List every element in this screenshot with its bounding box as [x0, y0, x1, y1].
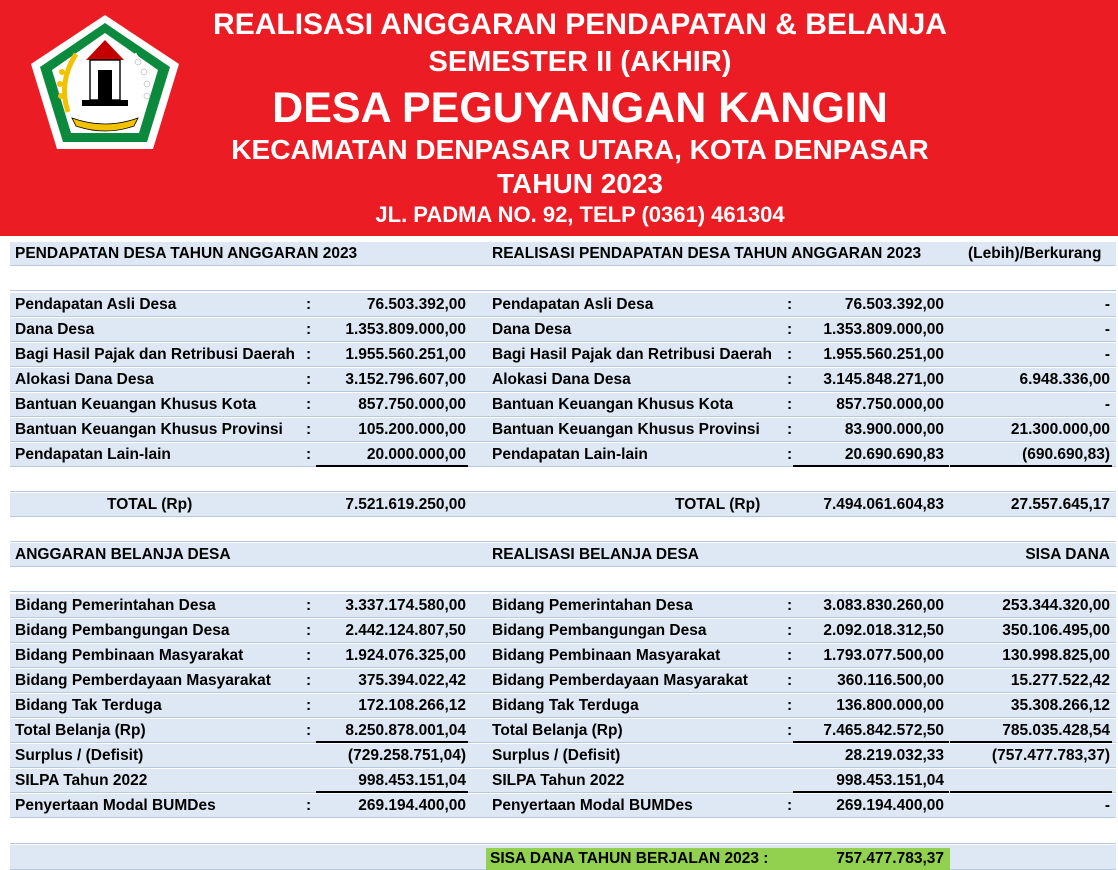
row-label-right: Bidang Pembangungan Desa [492, 622, 707, 639]
spacer-row [10, 518, 1116, 542]
underline-diff [950, 741, 1112, 743]
row-colon: : [306, 371, 312, 388]
row-colon-right: : [787, 421, 793, 438]
row-difference: 35.308.266,12 [1010, 697, 1110, 714]
row-anggaran: (729.258.751,04) [347, 747, 466, 764]
row-label: Bagi Hasil Pajak dan Retribusi Daerah [15, 346, 295, 363]
row-difference: - [1104, 396, 1110, 413]
row-colon: : [306, 321, 312, 338]
row-label: Bantuan Keuangan Khusus Kota [15, 396, 257, 413]
table-row [10, 769, 1116, 793]
row-label: Bidang Pemerintahan Desa [15, 597, 216, 614]
row-colon: : [306, 647, 312, 664]
row-anggaran: 857.750.000,00 [358, 396, 466, 413]
row-realisasi: 83.900.000,00 [844, 421, 944, 438]
row-label: Pendapatan Lain-lain [15, 446, 171, 463]
row-label: SILPA Tahun 2022 [15, 772, 148, 789]
underline-anggaran [316, 791, 468, 793]
total-diff: 27.557.645,17 [1010, 496, 1110, 513]
table-row [10, 343, 1116, 367]
row-realisasi: 76.503.392,00 [844, 296, 944, 313]
row-colon: : [306, 697, 312, 714]
row-anggaran: 3.152.796.607,00 [345, 371, 466, 388]
row-label-right: Bidang Pembinaan Masyarakat [492, 647, 721, 664]
row-realisasi: 269.194.400,00 [836, 797, 944, 814]
table-row [10, 594, 1116, 618]
report-period: SEMESTER II (AKHIR) [428, 46, 732, 78]
row-difference: (690.690,83) [1022, 446, 1110, 463]
village-name: DESA PEGUYANGAN KANGIN [272, 84, 888, 132]
underline-diff [950, 791, 1112, 793]
row-colon-right: : [787, 622, 793, 639]
row-colon-right: : [787, 597, 793, 614]
row-realisasi: 1.353.809.000,00 [823, 321, 944, 338]
row-label-right: Total Belanja (Rp) [492, 722, 623, 739]
row-difference: - [1104, 797, 1110, 814]
table-row [10, 619, 1116, 643]
row-label: Bidang Tak Terduga [15, 697, 162, 714]
total-label-right: TOTAL (Rp) [675, 496, 761, 513]
row-difference: 21.300.000,00 [1010, 421, 1110, 438]
table-row [10, 443, 1116, 467]
underline-diff [950, 465, 1112, 467]
row-label-right: Bantuan Keuangan Khusus Kota [492, 396, 734, 413]
row-colon: : [306, 346, 312, 363]
underline-anggaran [316, 465, 468, 467]
row-label-right: Penyertaan Modal BUMDes [492, 797, 693, 814]
table-row [10, 318, 1116, 342]
section-title-diff: (Lebih)/Berkurang [968, 245, 1102, 262]
row-anggaran: 375.394.022,42 [358, 672, 466, 689]
spacer-row [10, 468, 1116, 492]
budget-table [10, 242, 1116, 870]
row-colon: : [306, 672, 312, 689]
section-title-left: PENDAPATAN DESA TAHUN ANGGARAN 2023 [15, 245, 358, 262]
row-colon: : [306, 597, 312, 614]
row-label-right: Pendapatan Asli Desa [492, 296, 654, 313]
underline-realisasi [793, 791, 949, 793]
row-label-right: Bantuan Keuangan Khusus Provinsi [492, 421, 760, 438]
row-realisasi: 20.690.690,83 [844, 446, 944, 463]
row-realisasi: 3.083.830.260,00 [823, 597, 944, 614]
row-realisasi: 28.219.032,33 [844, 747, 944, 764]
row-label-right: Bidang Tak Terduga [492, 697, 639, 714]
row-realisasi: 1.955.560.251,00 [823, 346, 944, 363]
income-total-row [10, 493, 1116, 517]
row-label: Bantuan Keuangan Khusus Provinsi [15, 421, 283, 438]
underline-realisasi [793, 741, 949, 743]
section-header-row [10, 242, 1116, 266]
balance-label: SISA DANA TAHUN BERJALAN 2023 : [490, 850, 769, 867]
row-realisasi: 998.453.151,04 [836, 772, 944, 789]
row-difference: 253.344.320,00 [1002, 597, 1110, 614]
row-realisasi: 2.092.018.312,50 [823, 622, 944, 639]
table-row [10, 794, 1116, 818]
row-colon: : [306, 797, 312, 814]
address-line: JL. PADMA NO. 92, TELP (0361) 461304 [375, 202, 785, 227]
row-difference: 785.035.428,54 [1002, 722, 1110, 739]
table-row [10, 418, 1116, 442]
row-anggaran: 1.924.076.325,00 [345, 647, 466, 664]
table-row [10, 719, 1116, 743]
spacer-row [10, 568, 1116, 592]
row-label-right: SILPA Tahun 2022 [492, 772, 625, 789]
report-title: REALISASI ANGGARAN PENDAPATAN & BELANJA [213, 8, 947, 41]
table-row [10, 393, 1116, 417]
row-anggaran: 20.000.000,00 [366, 446, 466, 463]
row-label: Total Belanja (Rp) [15, 722, 146, 739]
row-colon-right: : [787, 371, 793, 388]
section-title-right: REALISASI PENDAPATAN DESA TAHUN ANGGARAN 2023 [492, 245, 922, 262]
total-realisasi: 7.494.061.604,83 [823, 496, 944, 513]
row-label: Bidang Pembangungan Desa [15, 622, 230, 639]
row-colon-right: : [787, 672, 793, 689]
row-colon-right: : [787, 722, 793, 739]
row-colon-right: : [787, 797, 793, 814]
row-label-right: Bidang Pemberdayaan Masyarakat [492, 672, 748, 689]
row-colon: : [306, 296, 312, 313]
row-anggaran: 172.108.266,12 [358, 697, 466, 714]
total-label: TOTAL (Rp) [107, 496, 193, 513]
row-realisasi: 1.793.077.500,00 [823, 647, 944, 664]
row-anggaran: 269.194.400,00 [358, 797, 466, 814]
row-realisasi: 360.116.500,00 [837, 672, 944, 689]
table-row [10, 644, 1116, 668]
row-colon: : [306, 396, 312, 413]
row-realisasi: 7.465.842.572,50 [823, 722, 944, 739]
row-colon: : [306, 421, 312, 438]
row-label: Penyertaan Modal BUMDes [15, 797, 216, 814]
row-difference: 15.277.522,42 [1010, 672, 1110, 689]
row-colon-right: : [787, 296, 793, 313]
row-anggaran: 1.353.809.000,00 [345, 321, 466, 338]
row-colon-right: : [787, 346, 793, 363]
total-anggaran: 7.521.619.250,00 [345, 496, 466, 513]
row-colon-right: : [787, 697, 793, 714]
row-anggaran: 1.955.560.251,00 [345, 346, 466, 363]
table-row [10, 293, 1116, 317]
row-difference: - [1104, 346, 1110, 363]
row-anggaran: 2.442.124.807,50 [345, 622, 466, 639]
row-colon-right: : [787, 647, 793, 664]
row-realisasi: 857.750.000,00 [836, 396, 944, 413]
section-title-left: ANGGARAN BELANJA DESA [15, 546, 231, 563]
balance-highlight [486, 848, 950, 870]
row-label: Dana Desa [15, 321, 95, 338]
underline-anggaran [316, 741, 468, 743]
section-title-right: REALISASI BELANJA DESA [492, 546, 699, 563]
row-label: Surplus / (Defisit) [15, 747, 144, 764]
row-realisasi: 136.800.000,00 [836, 697, 944, 714]
row-difference: 350.106.495,00 [1002, 622, 1110, 639]
row-difference: (757.477.783,37) [991, 747, 1110, 764]
row-label-right: Bagi Hasil Pajak dan Retribusi Daerah [492, 346, 772, 363]
row-colon: : [306, 722, 312, 739]
header-banner [0, 0, 1118, 236]
underline-realisasi [793, 465, 949, 467]
row-label-right: Alokasi Dana Desa [492, 371, 631, 388]
row-label-right: Surplus / (Defisit) [492, 747, 621, 764]
village-emblem-icon [28, 12, 182, 152]
row-anggaran: 76.503.392,00 [366, 296, 466, 313]
table-row [10, 744, 1116, 768]
table-row [10, 669, 1116, 693]
district-name: KECAMATAN DENPASAR UTARA, KOTA DENPASAR [231, 134, 929, 165]
balance-value: 757.477.783,37 [836, 850, 944, 867]
row-anggaran: 998.453.151,04 [358, 772, 466, 789]
row-colon: : [306, 446, 312, 463]
row-difference: - [1104, 321, 1110, 338]
row-difference: - [1104, 296, 1110, 313]
section-header-row [10, 543, 1116, 567]
report-year: TAHUN 2023 [497, 168, 663, 199]
spacer-row [10, 820, 1116, 844]
row-label: Alokasi Dana Desa [15, 371, 154, 388]
row-anggaran: 3.337.174.580,00 [345, 597, 466, 614]
row-colon-right: : [787, 321, 793, 338]
row-realisasi: 3.145.848.271,00 [823, 371, 944, 388]
row-anggaran: 8.250.878.001,04 [345, 722, 466, 739]
row-difference: 6.948.336,00 [1019, 371, 1110, 388]
section-title-diff: SISA DANA [1025, 546, 1110, 563]
spacer-row [10, 267, 1116, 291]
row-colon-right: : [787, 396, 793, 413]
row-colon-right: : [787, 446, 793, 463]
row-label: Pendapatan Asli Desa [15, 296, 177, 313]
row-label-right: Bidang Pemerintahan Desa [492, 597, 693, 614]
row-label: Bidang Pembinaan Masyarakat [15, 647, 244, 664]
row-label-right: Dana Desa [492, 321, 572, 338]
row-label-right: Pendapatan Lain-lain [492, 446, 648, 463]
row-anggaran: 105.200.000,00 [358, 421, 466, 438]
row-label: Bidang Pemberdayaan Masyarakat [15, 672, 271, 689]
row-colon: : [306, 622, 312, 639]
table-row [10, 368, 1116, 392]
row-difference: 130.998.825,00 [1002, 647, 1110, 664]
table-row [10, 694, 1116, 718]
